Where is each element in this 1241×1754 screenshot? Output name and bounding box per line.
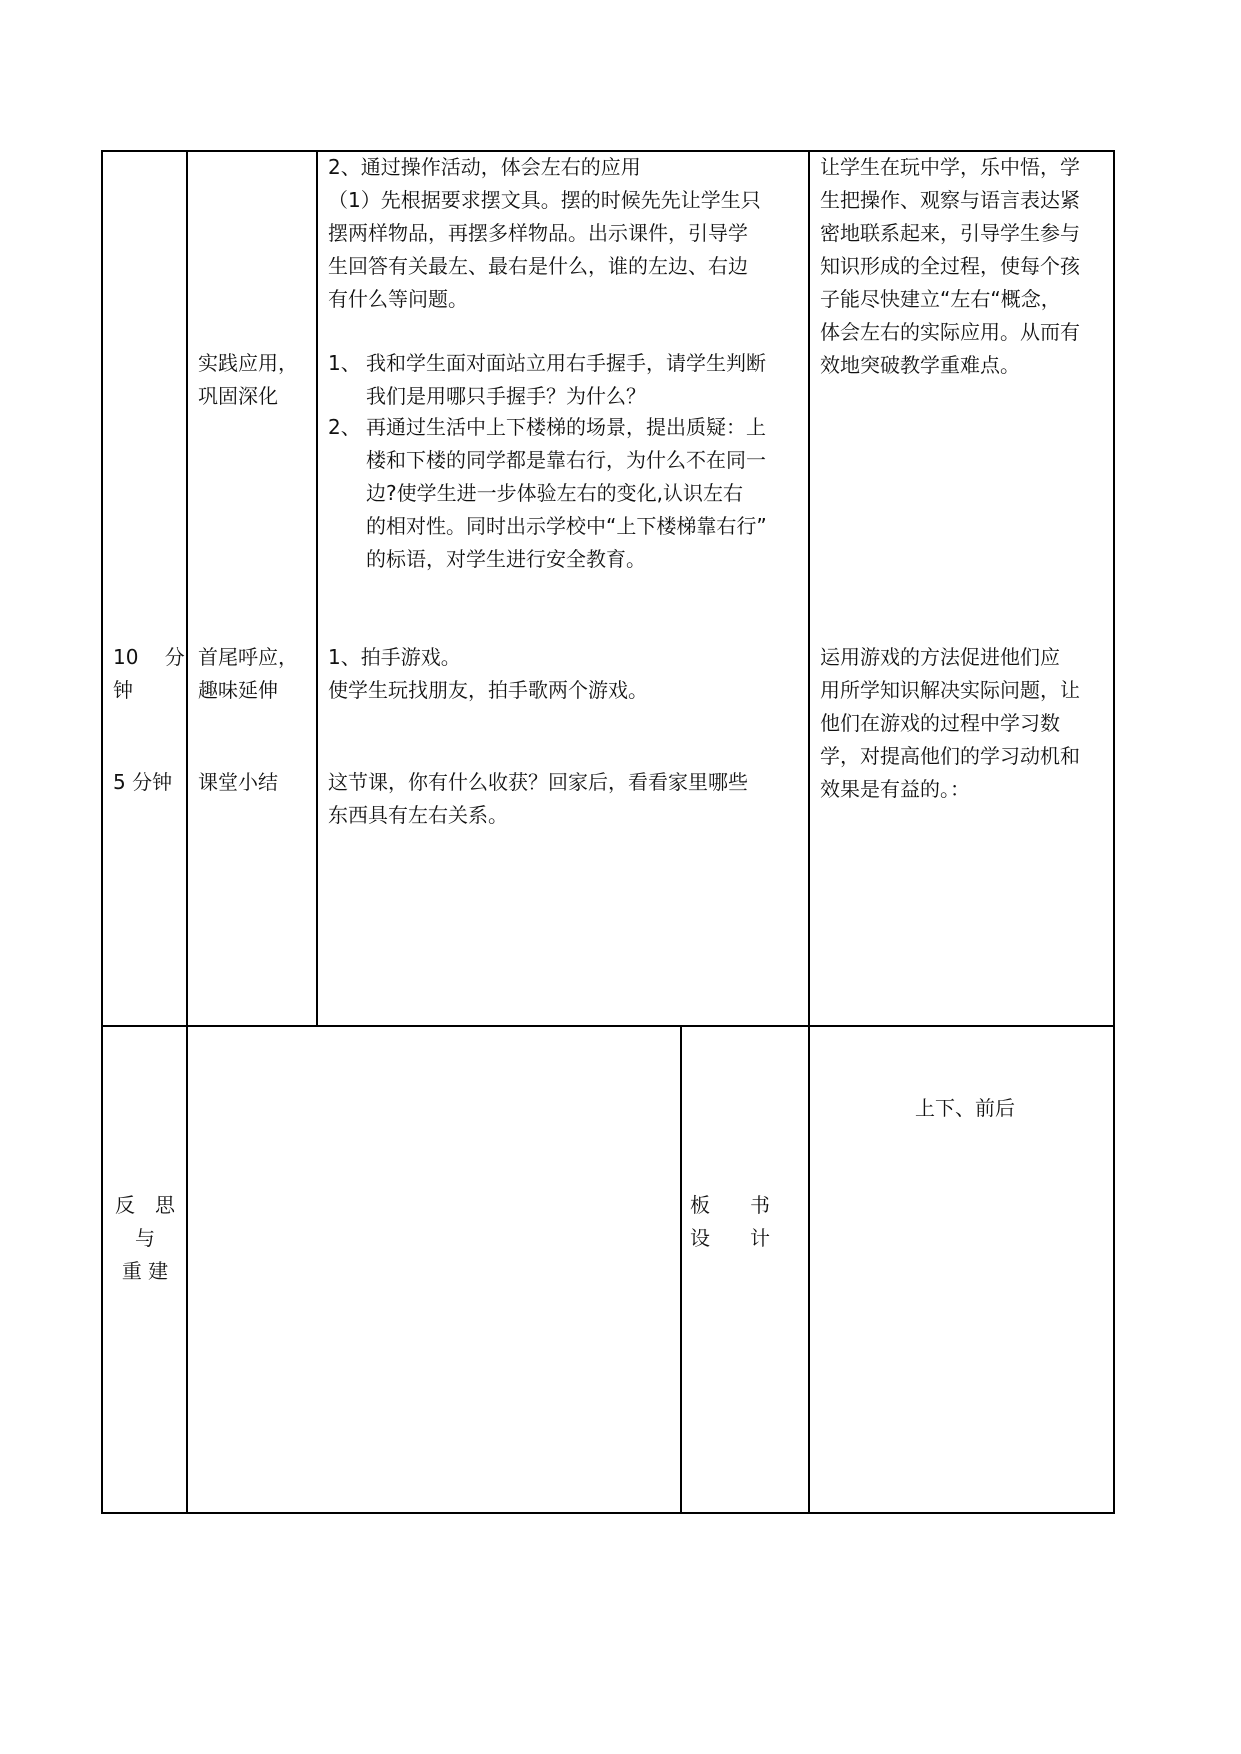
reflection-label: 反 思 与 重 建	[115, 1193, 175, 1283]
row-divider-middle	[101, 1025, 1115, 1027]
col-divider-stage	[316, 150, 318, 1027]
col-divider-time	[186, 150, 188, 1514]
summary-stage-label: 课堂小结	[198, 770, 278, 794]
table-border-right	[1113, 150, 1115, 1514]
practice-content-intro: 2、通过操作活动，体会左右的应用 （1）先根据要求摆文具。摆的时候先先让学生只 摆两样物品，再摆多样物品。出示课件，引导学 生回答有关最左、最右是什么，谁的左边、右边 有什么等问题。	[328, 155, 761, 311]
col-divider-content	[808, 150, 810, 1514]
game-content: 1、拍手游戏。 使学生玩找朋友，拍手歌两个游戏。	[328, 645, 648, 702]
col-divider-reflection	[680, 1025, 682, 1514]
table-border-bottom	[101, 1512, 1115, 1514]
game-time: 10 分 钟	[113, 645, 185, 702]
table-border-left	[101, 150, 103, 1514]
practice-item-1-number: 1、	[328, 351, 361, 375]
summary-content: 这节课，你有什么收获？回家后，看看家里哪些 东西具有左右关系。	[328, 770, 748, 827]
lesson-plan-table: 实践应用， 巩固深化 2、通过操作活动，体会左右的应用 （1）先根据要求摆文具。摆的时候先先让学生只 摆两样物品，再摆多样物品。出示课件，引导学 生回答有关最左、最右是什么，谁的左边、右边 有什么等问题。 1、 我和学生面对面站立用右手握手，请学生判断 我们是用哪只手握手？为什么？ 2、 再通过生活中上下楼梯的场景，提出质疑：上 楼和下楼的同学都是靠右行，为什么不在同一 边?使学生进一步体验左右的变化,认识左右 的相对性。同时出示学校中“上下楼梯靠右行” 的标语，对学生进行安全教育。 让学生在玩中学，乐中悟，学 生把操作、观察与语言表达紧 密地联系起来，引导学生参与 知识形成的全过程，使每个孩 子能尽快建立“左右“概念， 体会左右的实际应用。从而有 效地突破教学重难点。 10 分 钟 首尾呼应， 趣味延伸 1、拍手游戏。 使学生玩找朋友，拍手歌两个游戏。 运用游戏的方法促进他们应 用所学知识解决实际问题，让 他们在游戏的过程中学习数 学，对提高他们的学习动机和 效果是有益的。： 5 分钟 课堂小结 这节课，你有什么收获？回家后，看看家里哪些 东西具有左右关系。 反 思 与 重 建 板 书 设 计 上下、前后	[0, 0, 1241, 1754]
summary-time: 5 分钟	[113, 770, 173, 794]
practice-intent: 让学生在玩中学，乐中悟，学 生把操作、观察与语言表达紧 密地联系起来，引导学生参与 知识形成的全过程，使每个孩 子能尽快建立“左右“概念， 体会左右的实际应用。从而有 效地突破教学重难点。	[820, 155, 1080, 377]
board-content: 上下、前后	[915, 1096, 1015, 1120]
board-design-label: 板 书 设 计	[690, 1193, 770, 1250]
practice-item-2-number: 2、	[328, 415, 361, 439]
game-stage-label: 首尾呼应， 趣味延伸	[198, 645, 298, 702]
game-intent: 运用游戏的方法促进他们应 用所学知识解决实际问题，让 他们在游戏的过程中学习数 学，对提高他们的学习动机和 效果是有益的。：	[820, 645, 1080, 801]
practice-stage-label: 实践应用， 巩固深化	[198, 351, 298, 408]
